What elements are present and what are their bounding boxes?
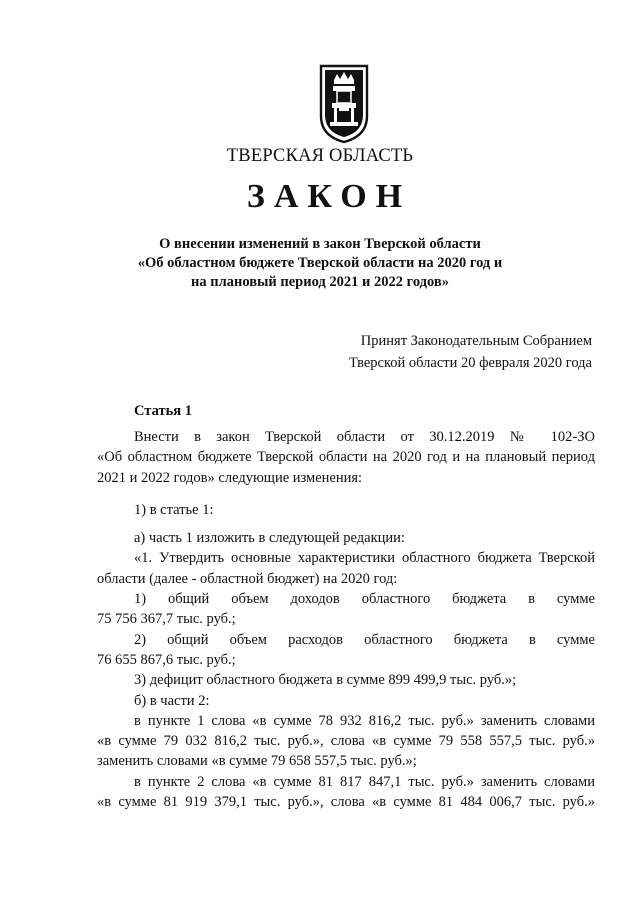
paragraph-line: «Об областном бюджете Тверской области на 2020 год и на плановый период <box>97 449 595 466</box>
paragraph-line: 3) дефицит областного бюджета в сумме 899 499,9 тыс. руб.»; <box>134 672 517 689</box>
list-item: б) в части 2: <box>134 692 210 709</box>
paragraph-line: заменить словами «в сумме 79 658 557,5 тыс. руб.»; <box>97 753 417 770</box>
list-item: а) часть 1 изложить в следующей редакции: <box>134 530 405 547</box>
paragraph-line: Внести в закон Тверской области от 30.12.2019 № 102-ЗО <box>134 429 595 445</box>
subtitle-line: на плановый период 2021 и 2022 годов» <box>191 274 449 290</box>
paragraph-line: области (далее - областной бюджет) на 2020 год: <box>97 570 398 587</box>
paragraph-line: в пункте 1 слова «в сумме 78 932 816,2 тыс. руб.» заменить словами <box>134 712 595 729</box>
paragraph-line: 76 655 867,6 тыс. руб.; <box>97 651 236 668</box>
article-heading: Статья 1 <box>134 403 192 419</box>
paragraph-line: «в сумме 81 919 379,1 тыс. руб.», слова «в сумме 81 484 006,7 тыс. руб.» <box>97 794 595 811</box>
paragraph-line: 2) общий объем расходов областного бюджета в сумме <box>134 631 595 648</box>
adoption-line: Принят Законодательным Собранием <box>360 333 592 349</box>
law-subtitle <box>120 235 520 292</box>
adoption-note <box>349 330 592 374</box>
coat-of-arms-icon <box>318 64 370 144</box>
subtitle-line: «Об областном бюджете Тверской области на 2020 год и <box>137 255 503 271</box>
list-item: 1) в статье 1: <box>134 501 214 518</box>
law-title: ЗАКОН <box>246 178 412 215</box>
adoption-line: Тверской области 20 февраля 2020 года <box>348 355 592 371</box>
paragraph-line: 75 756 367,7 тыс. руб.; <box>97 611 236 628</box>
paragraph-line: «1. Утвердить основные характеристики областного бюджета Тверской <box>134 550 595 567</box>
paragraph-line: 2021 и 2022 годов» следующие изменения: <box>97 469 363 486</box>
paragraph-line: 1) общий объем доходов областного бюджета в сумме <box>134 591 595 608</box>
region-name: ТВЕРСКАЯ ОБЛАСТЬ <box>226 146 414 166</box>
article-body <box>97 401 595 812</box>
paragraph-line: в пункте 2 слова «в сумме 81 817 847,1 тыс. руб.» заменить словами <box>134 773 595 790</box>
paragraph-line: «в сумме 79 032 816,2 тыс. руб.», слова «в сумме 79 558 557,5 тыс. руб.» <box>97 733 595 750</box>
subtitle-line: О внесении изменений в закон Тверской области <box>159 236 481 252</box>
